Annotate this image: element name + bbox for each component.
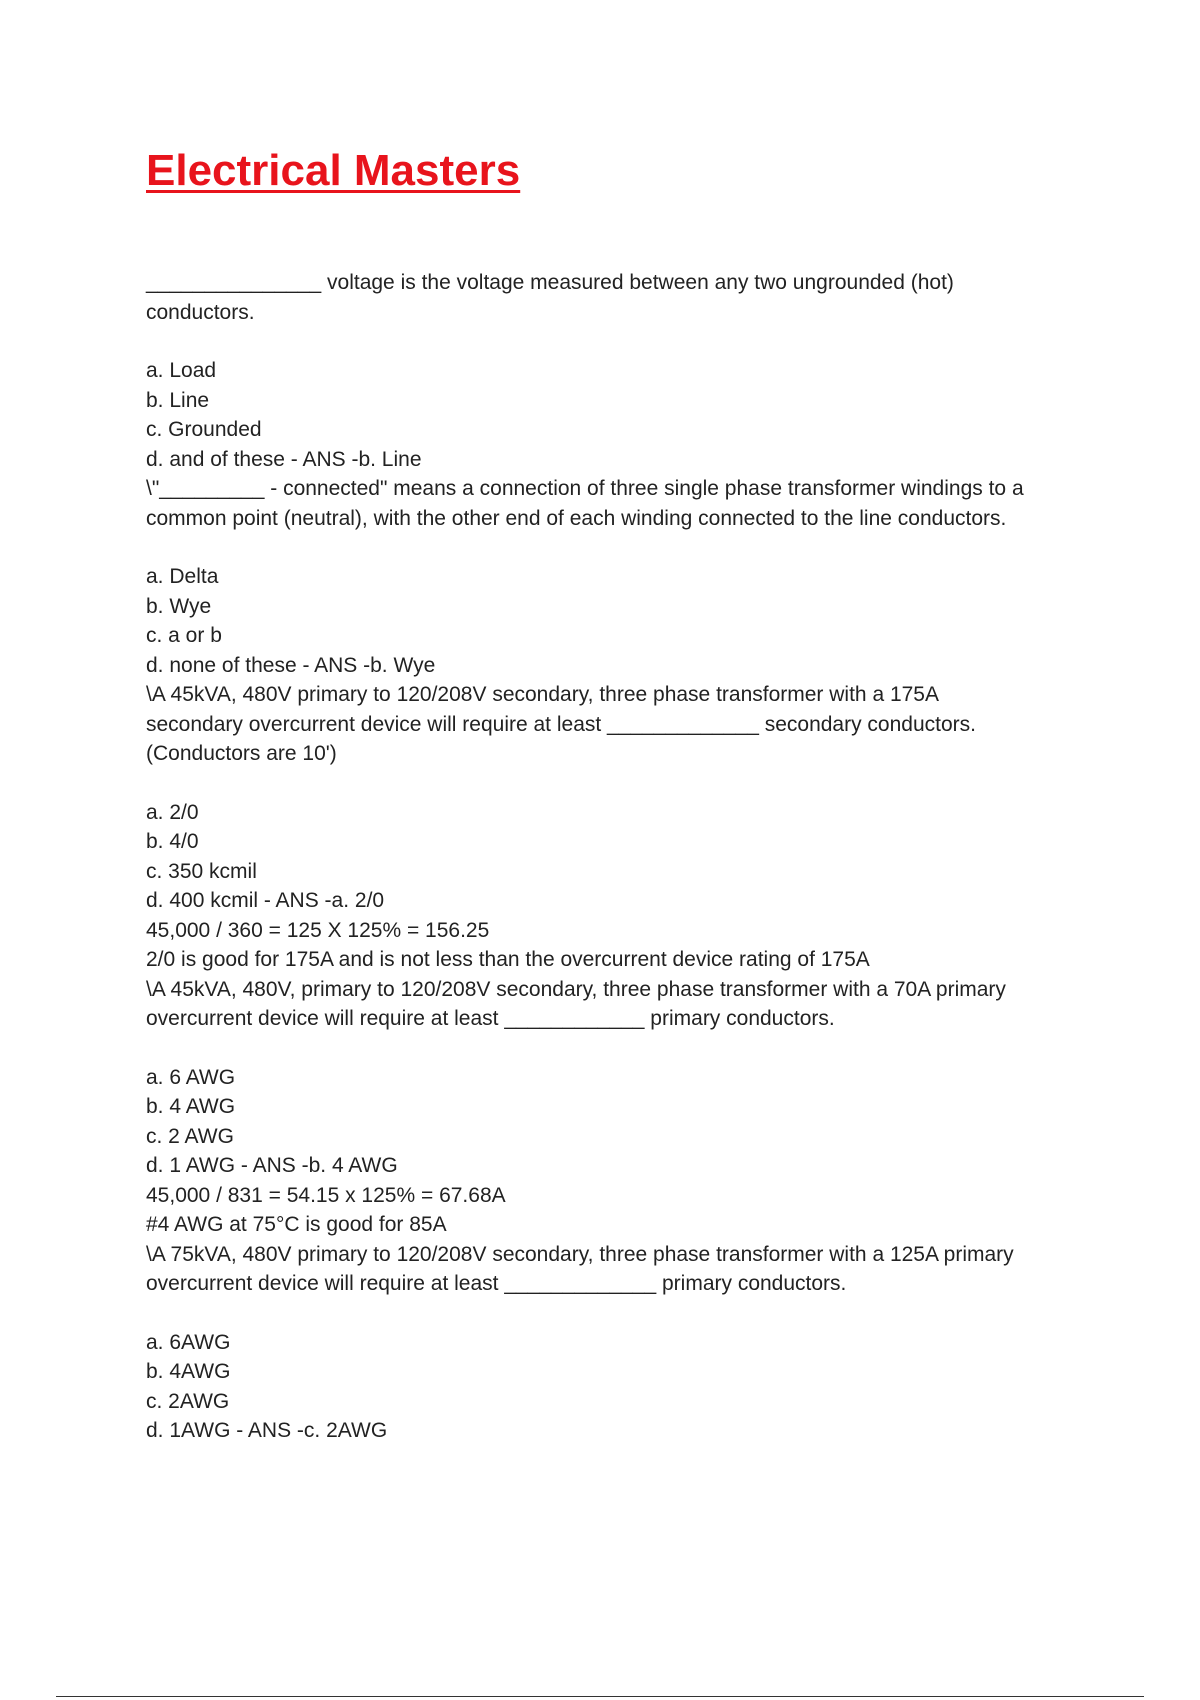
answer-option: a. 6 AWG bbox=[146, 1065, 236, 1089]
answer-option: a. 6AWG bbox=[146, 1330, 231, 1354]
question-stem-line: _______________ voltage is the voltage measured between any two ungrounded (hot) bbox=[146, 271, 954, 294]
question-stem-line: \"_________ - connected" means a connection of three single phase transformer windings to a bbox=[146, 477, 1024, 500]
question-content bbox=[146, 268, 1086, 1446]
question-stem-line: \A 45kVA, 480V primary to 120/208V secondary, three phase transformer with a 175A bbox=[146, 683, 939, 706]
spacer bbox=[146, 1034, 1086, 1063]
question-stem-line: (Conductors are 10') bbox=[146, 742, 337, 765]
answer-option: c. 2AWG bbox=[146, 1389, 230, 1413]
answer-option: d. 1AWG - ANS -c. 2AWG bbox=[146, 1419, 388, 1442]
question-stem-line: \A 45kVA, 480V, primary to 120/208V secondary, three phase transformer with a 70A primary bbox=[146, 977, 1006, 1001]
question-stem-line: conductors. bbox=[146, 300, 255, 324]
answer-option: d. 1 AWG - ANS -b. 4 AWG bbox=[146, 1154, 398, 1177]
explanation-line: 2/0 is good for 175A and is not less than the overcurrent device rating of 175A bbox=[146, 948, 870, 971]
explanation-line: #4 AWG at 75°C is good for 85A bbox=[146, 1213, 447, 1236]
spacer bbox=[146, 1299, 1086, 1328]
answer-option: c. Grounded bbox=[146, 418, 262, 441]
answer-option: d. none of these - ANS -b. Wye bbox=[146, 653, 436, 677]
answer-option: a. Delta bbox=[146, 565, 219, 588]
page-title: Electrical Masters bbox=[146, 146, 521, 195]
answer-option: a. Load bbox=[146, 359, 217, 382]
spacer bbox=[146, 327, 1086, 356]
answer-option: d. and of these - ANS -b. Line bbox=[146, 447, 422, 471]
footer-divider bbox=[56, 1696, 1144, 1697]
answer-option: b. 4AWG bbox=[146, 1360, 231, 1383]
spacer bbox=[146, 769, 1086, 798]
answer-option: c. 350 kcmil bbox=[146, 859, 257, 883]
question-stem-line: \A 75kVA, 480V primary to 120/208V secondary, three phase transformer with a 125A primary bbox=[146, 1242, 1014, 1266]
question-stem-line: overcurrent device will require at least _____________ primary conductors. bbox=[146, 1272, 847, 1295]
explanation-line: 45,000 / 831 = 54.15 x 125% = 67.68A bbox=[146, 1183, 506, 1207]
answer-option: b. 4 AWG bbox=[146, 1095, 236, 1118]
answer-option: a. 2/0 bbox=[146, 800, 199, 824]
question-stem-line: overcurrent device will require at least ____________ primary conductors. bbox=[146, 1007, 835, 1030]
question-stem-line: secondary overcurrent device will require at least _____________ secondary conductors. bbox=[146, 712, 976, 736]
answer-option: d. 400 kcmil - ANS -a. 2/0 bbox=[146, 889, 385, 912]
answer-option: c. 2 AWG bbox=[146, 1124, 234, 1148]
question-stem-line: common point (neutral), with the other end of each winding connected to the line conductors. bbox=[146, 506, 1007, 530]
spacer bbox=[146, 533, 1086, 562]
answer-option: b. 4/0 bbox=[146, 830, 199, 853]
answer-option: b. Wye bbox=[146, 594, 212, 618]
answer-option: c. a or b bbox=[146, 624, 222, 647]
explanation-line: 45,000 / 360 = 125 X 125% = 156.25 bbox=[146, 918, 490, 942]
answer-option: b. Line bbox=[146, 388, 210, 412]
